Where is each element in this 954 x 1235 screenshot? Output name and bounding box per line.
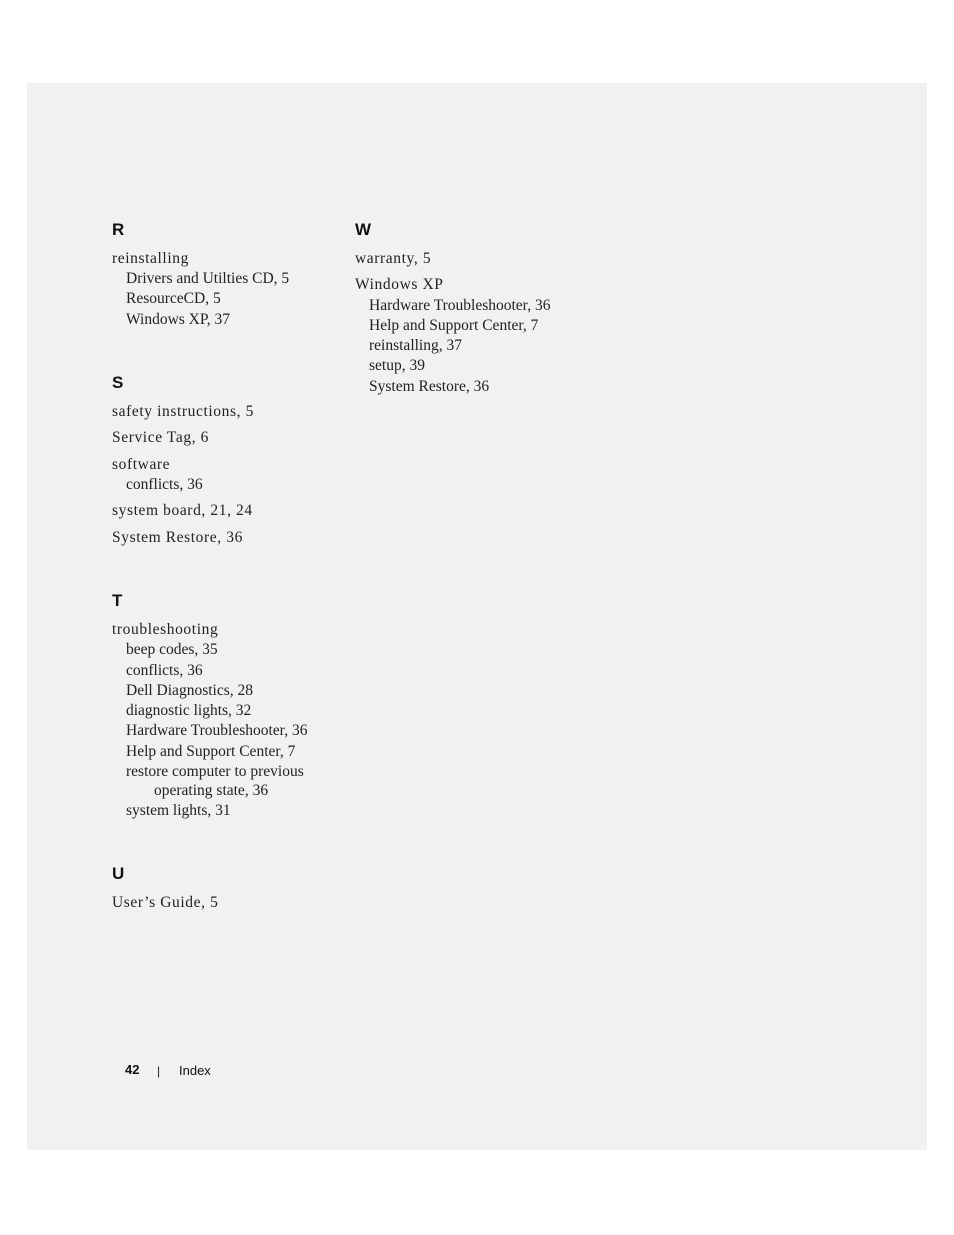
index-subentry: diagnostic lights, 32 (126, 702, 252, 719)
footer-separator: | (157, 1064, 161, 1078)
index-subentry: conflicts, 36 (126, 662, 203, 679)
index-subentry: Help and Support Center, 7 (369, 317, 539, 334)
index-entry-service-tag: Service Tag, 6 (112, 429, 209, 446)
index-subentry: Hardware Troubleshooter, 36 (126, 722, 308, 739)
index-subentry: setup, 39 (369, 357, 425, 374)
index-entry-system-restore: System Restore, 36 (112, 529, 243, 546)
index-subentry: Hardware Troubleshooter, 36 (369, 297, 551, 314)
index-entry-safety-instructions: safety instructions, 5 (112, 403, 254, 420)
section-heading-t: T (112, 591, 123, 610)
index-entry-reinstalling: reinstalling (112, 250, 189, 267)
section-heading-u: U (112, 864, 125, 883)
index-entry-software: software (112, 456, 171, 473)
index-subentry-continuation: operating state, 36 (154, 782, 269, 799)
index-subentry: Help and Support Center, 7 (126, 743, 296, 760)
index-subentry: Dell Diagnostics, 28 (126, 682, 253, 699)
index-subentry: ResourceCD, 5 (126, 290, 221, 307)
index-subentry: restore computer to previous (126, 763, 304, 780)
index-entry-warranty: warranty, 5 (355, 250, 432, 267)
index-subentry: reinstalling, 37 (369, 337, 462, 354)
index-subentry: system lights, 31 (126, 802, 231, 819)
index-subentry: Windows XP, 37 (126, 311, 231, 328)
index-entry-windows-xp: Windows XP (355, 276, 444, 293)
index-entry-system-board: system board, 21, 24 (112, 502, 253, 519)
section-heading-s: S (112, 373, 124, 392)
index-subentry: conflicts, 36 (126, 476, 203, 493)
footer-section-label: Index (179, 1063, 211, 1078)
page-number: 42 (125, 1062, 140, 1077)
section-heading-r: R (112, 220, 125, 239)
index-subentry: Drivers and Utilties CD, 5 (126, 270, 290, 287)
index-entry-troubleshooting: troubleshooting (112, 621, 219, 638)
index-subentry: System Restore, 36 (369, 378, 490, 395)
section-heading-w: W (355, 220, 372, 239)
index-entry-users-guide: User’s Guide, 5 (112, 894, 219, 911)
index-subentry: beep codes, 35 (126, 641, 218, 658)
page (27, 83, 927, 1150)
